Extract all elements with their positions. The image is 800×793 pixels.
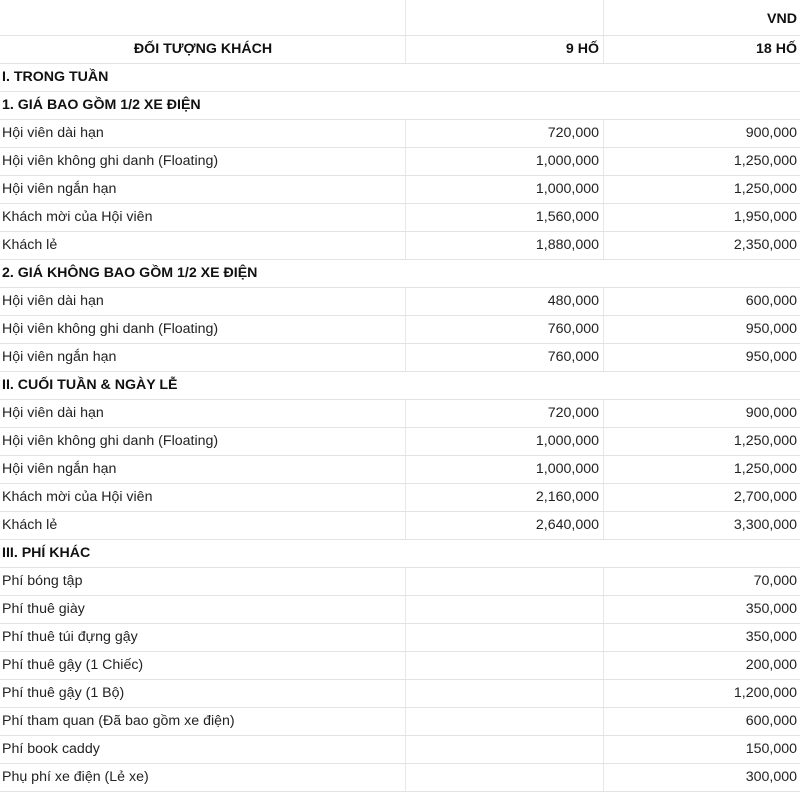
column-divider xyxy=(405,708,406,735)
column-divider xyxy=(405,624,406,651)
price-9-holes: 2,160,000 xyxy=(535,489,599,505)
table-row xyxy=(0,176,800,204)
table-row xyxy=(0,428,800,456)
table-row xyxy=(0,288,800,316)
row-label: Hội viên ngắn hạn xyxy=(2,181,117,197)
fee-amount: 350,000 xyxy=(745,601,797,617)
price-9-holes: 1,000,000 xyxy=(535,181,599,197)
price-18-holes: 900,000 xyxy=(745,405,797,421)
price-18-holes: 1,250,000 xyxy=(733,433,797,449)
table-row xyxy=(0,204,800,232)
row-label: Hội viên không ghi danh (Floating) xyxy=(2,433,219,449)
section-header-row xyxy=(0,540,800,568)
row-label: Khách lẻ xyxy=(2,237,58,253)
header-9-holes: 9 HỐ xyxy=(565,41,599,57)
price-9-holes: 480,000 xyxy=(547,293,599,309)
price-9-holes: 720,000 xyxy=(547,405,599,421)
price-18-holes: 600,000 xyxy=(745,293,797,309)
row-label: Phụ phí xe điện (Lẻ xe) xyxy=(2,769,149,785)
price-9-holes: 1,000,000 xyxy=(535,153,599,169)
price-18-holes: 2,350,000 xyxy=(733,237,797,253)
column-divider xyxy=(405,652,406,679)
table-row xyxy=(0,512,800,540)
price-9-holes: 2,640,000 xyxy=(535,517,599,533)
section-title: 1. GIÁ BAO GỒM 1/2 XE ĐIỆN xyxy=(2,97,201,113)
table-row xyxy=(0,596,800,624)
table-row xyxy=(0,316,800,344)
row-label: Hội viên dài hạn xyxy=(2,293,104,309)
section-header-row xyxy=(0,64,800,92)
table-body xyxy=(0,64,800,792)
row-label: Phí thuê giày xyxy=(2,601,85,617)
row-label: Hội viên dài hạn xyxy=(2,405,104,421)
price-18-holes: 1,250,000 xyxy=(733,461,797,477)
header-row xyxy=(0,36,800,64)
section-header-row xyxy=(0,92,800,120)
fee-amount: 600,000 xyxy=(745,713,797,729)
table-row xyxy=(0,344,800,372)
price-9-holes: 1,000,000 xyxy=(535,433,599,449)
column-divider xyxy=(405,736,406,763)
section-title: II. CUỐI TUẦN & NGÀY LỄ xyxy=(2,377,178,393)
price-18-holes: 1,250,000 xyxy=(733,181,797,197)
price-18-holes: 950,000 xyxy=(745,321,797,337)
table-row xyxy=(0,120,800,148)
column-divider xyxy=(405,0,406,35)
price-9-holes: 1,880,000 xyxy=(535,237,599,253)
column-divider xyxy=(405,680,406,707)
section-title: I. TRONG TUẦN xyxy=(2,69,109,85)
fee-amount: 70,000 xyxy=(753,573,797,589)
price-9-holes: 720,000 xyxy=(547,125,599,141)
row-label: Hội viên ngắn hạn xyxy=(2,461,117,477)
row-label: Khách mời của Hội viên xyxy=(2,489,153,505)
row-label: Hội viên ngắn hạn xyxy=(2,349,117,365)
row-label: Hội viên dài hạn xyxy=(2,125,104,141)
table-row xyxy=(0,624,800,652)
price-18-holes: 3,300,000 xyxy=(733,517,797,533)
table-row xyxy=(0,148,800,176)
price-18-holes: 950,000 xyxy=(745,349,797,365)
table-row xyxy=(0,456,800,484)
table-row xyxy=(0,484,800,512)
section-header-row xyxy=(0,372,800,400)
table-row xyxy=(0,764,800,792)
row-label: Phí bóng tập xyxy=(2,573,83,589)
row-label: Khách mời của Hội viên xyxy=(2,209,153,225)
row-label: Khách lẻ xyxy=(2,517,58,533)
header-customer-type: ĐỐI TƯỢNG KHÁCH xyxy=(133,41,273,57)
table-row xyxy=(0,568,800,596)
fee-amount: 1,200,000 xyxy=(733,685,797,701)
column-divider xyxy=(405,596,406,623)
fee-amount: 300,000 xyxy=(745,769,797,785)
row-label: Hội viên không ghi danh (Floating) xyxy=(2,321,219,337)
table-row xyxy=(0,708,800,736)
fee-amount: 150,000 xyxy=(745,741,797,757)
fee-amount: 350,000 xyxy=(745,629,797,645)
column-divider xyxy=(405,764,406,791)
section-header-row xyxy=(0,260,800,288)
row-label: Phí book caddy xyxy=(2,741,100,757)
row-label: Phí thuê túi đựng gậy xyxy=(2,629,138,645)
row-label: Phí thuê gậy (1 Bộ) xyxy=(2,685,125,701)
table-row xyxy=(0,232,800,260)
price-18-holes: 900,000 xyxy=(745,125,797,141)
price-9-holes: 1,560,000 xyxy=(535,209,599,225)
section-title: III. PHÍ KHÁC xyxy=(2,545,91,561)
unit-row xyxy=(0,0,800,36)
fee-amount: 200,000 xyxy=(745,657,797,673)
header-18-holes: 18 HỐ xyxy=(755,41,797,57)
price-18-holes: 1,950,000 xyxy=(733,209,797,225)
price-9-holes: 760,000 xyxy=(547,321,599,337)
table-row xyxy=(0,652,800,680)
row-label: Phí tham quan (Đã bao gồm xe điện) xyxy=(2,713,235,729)
row-label: Hội viên không ghi danh (Floating) xyxy=(2,153,219,169)
row-label: Phí thuê gậy (1 Chiếc) xyxy=(2,657,144,673)
currency-unit: VND xyxy=(767,11,797,27)
price-18-holes: 2,700,000 xyxy=(733,489,797,505)
price-9-holes: 760,000 xyxy=(547,349,599,365)
table-row xyxy=(0,736,800,764)
table-row xyxy=(0,680,800,708)
section-title: 2. GIÁ KHÔNG BAO GỒM 1/2 XE ĐIỆN xyxy=(2,265,258,281)
table-row xyxy=(0,400,800,428)
price-18-holes: 1,250,000 xyxy=(733,153,797,169)
price-9-holes: 1,000,000 xyxy=(535,461,599,477)
column-divider xyxy=(405,568,406,595)
